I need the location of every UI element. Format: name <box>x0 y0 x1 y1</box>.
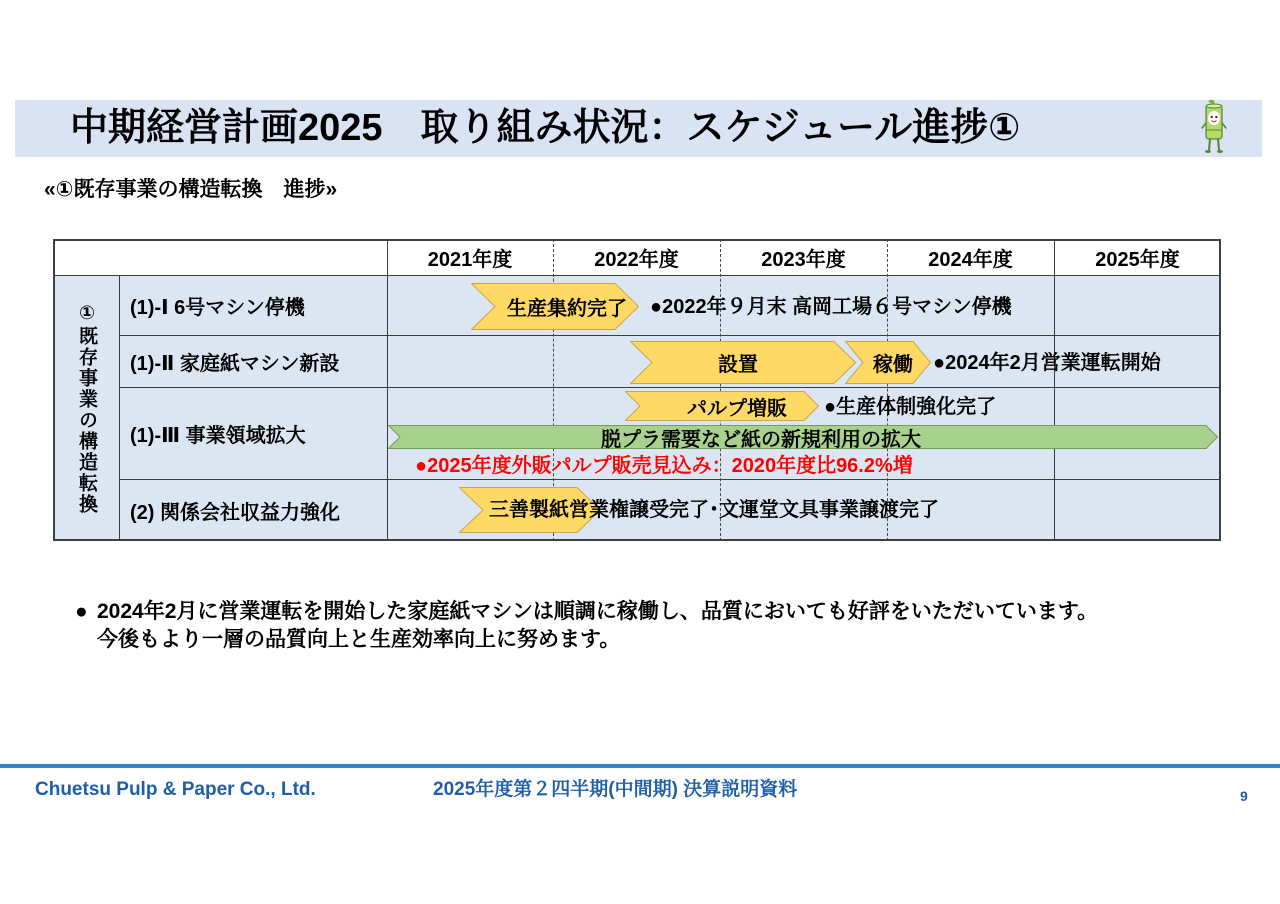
footer-document-title: 2025年度第２四半期(中間期) 決算説明資料 <box>433 779 798 800</box>
footer-company: Chuetsu Pulp & Paper Co., Ltd. <box>35 779 316 800</box>
milestone-status: ●生産体制強化完了 <box>824 396 997 418</box>
group-label: ①既存事業の構造転換 <box>76 301 97 515</box>
row-label: (1)-Ⅲ 事業領域拡大 <box>130 424 306 447</box>
summary-notes <box>75 598 1098 654</box>
milestone-status: ●2024年2月営業運転開始 <box>933 352 1161 374</box>
schedule-table <box>53 239 1221 541</box>
bullet-icon: ● <box>75 600 88 623</box>
footer-rule <box>0 764 1280 768</box>
page-number: 9 <box>1240 788 1248 804</box>
year-header: 2023年度 <box>761 248 846 271</box>
year-header: 2025年度 <box>1095 248 1180 271</box>
milestone-label: 生産集約完了 <box>507 298 627 320</box>
ongoing-initiative-label: 脱プラ需要など紙の新規利用の拡大 <box>601 428 921 451</box>
note-line: 2024年2月に営業運転を開始した家庭紙マシンは順調に稼働し、品質においても好評をいただいています。 <box>97 600 1099 623</box>
page-title: 中期経営計画2025 取り組み状況：スケジュール進捗① <box>70 107 1021 149</box>
milestone-label: 稼働 <box>873 354 913 376</box>
row-label: (1)-Ⅰ 6号マシン停機 <box>130 296 305 319</box>
row-label: (2) 関係会社収益力強化 <box>130 501 340 524</box>
year-header: 2021年度 <box>427 248 513 271</box>
year-header: 2024年度 <box>928 248 1013 271</box>
milestone-label: パルプ増販 <box>687 397 787 420</box>
milestone-status: ●2022年９月末 高岡工場６号マシン停機 <box>650 296 1012 318</box>
forecast-note: ●2025年度外販パルプ販売見込み：2020年度比96.2%増 <box>415 455 913 477</box>
section-subtitle: «①既存事業の構造転換 進捗» <box>44 178 338 201</box>
mascot-icon <box>1199 99 1229 155</box>
note-line: 今後もより一層の品質向上と生産効率向上に努めます。 <box>97 628 621 651</box>
milestone-label: 設置 <box>718 354 758 376</box>
row-label: (1)-Ⅱ 家庭紙マシン新設 <box>130 352 340 375</box>
milestone-label: 三善製紙営業権譲受完了･文運堂文具事業譲渡完了 <box>489 499 939 521</box>
year-header: 2022年度 <box>594 248 679 271</box>
table-border <box>53 239 1221 541</box>
